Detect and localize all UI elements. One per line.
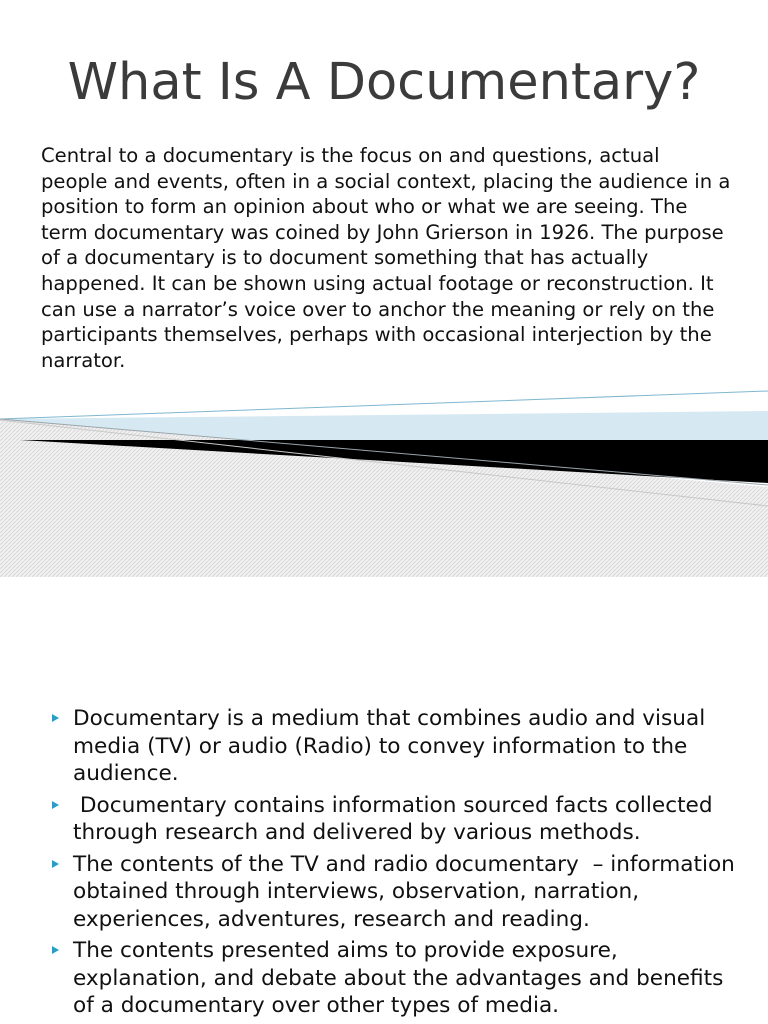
bullet-item: [48, 705, 738, 788]
bullet-text: Documentary is a medium that combines audio and visual media (TV) or audio (Radio) to convey information to the audience.: [73, 706, 706, 786]
triangle-bullet-icon: [52, 946, 59, 954]
triangle-bullet-icon: [52, 714, 59, 722]
bullet-item: [48, 937, 738, 1020]
bullet-text: The contents presented aims to provide exposure, explanation, and debate about the advantages and benefits of a documentary over other types of media.: [73, 938, 724, 1018]
bullet-list: [48, 705, 742, 1024]
intro-paragraph: Central to a documentary is the focus on and questions, actual people and events, often in a social context, placing the audience in a position to form an opinion about who or what we are seeing. The term documentary was coined by John Grierson in 1926. The purpose of a documentary is to document something that has actually happened. It can be shown using actual footage or reconstruction. It can use a narrator’s voice over to anchor the meaning or rely on the participants themselves, perhaps with occasional interjection by the narrator.: [41, 144, 731, 372]
bullet-text: The contents of the TV and radio documentary – information obtained through interviews, observation, narration, experiences, adventures, research and reading.: [73, 851, 742, 932]
bullet-item: [48, 792, 738, 847]
decorative-banner: [0, 385, 768, 577]
triangle-bullet-icon: [52, 860, 59, 868]
triangle-bullet-icon: [52, 801, 59, 809]
bullet-item: [48, 851, 742, 934]
bullet-text: Documentary contains information sourced facts collected through research and delivered by various methods.: [73, 792, 720, 845]
slide-title: What Is A Documentary?: [67, 53, 701, 112]
